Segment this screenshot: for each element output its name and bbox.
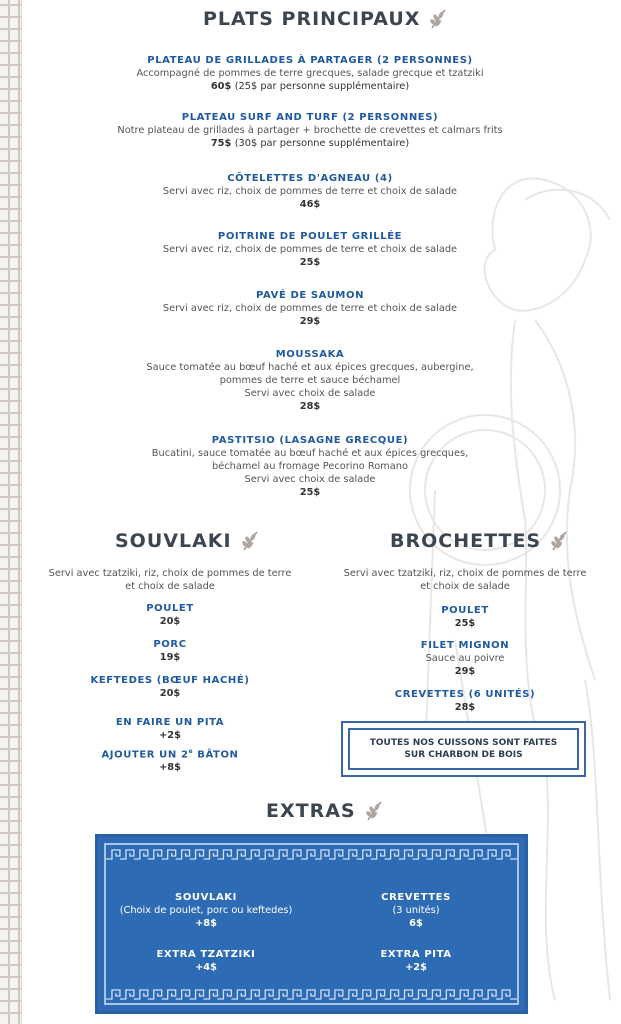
item-description: Accompagné de pommes de terre grecques, salade grecque et tzatziki	[136, 68, 484, 79]
item-name: POULET	[441, 605, 489, 616]
menu-item-pastitsio	[60, 434, 560, 499]
souvlaki-item-porc	[30, 638, 310, 664]
item-description: Servi avec riz, choix de pommes de terre et choix de salade	[162, 303, 458, 314]
item-description: Bucatini, sauce tomatée au bœuf haché et aux épices grecques,	[151, 448, 469, 459]
item-price: 60$	[210, 81, 232, 92]
item-name: MOUSSAKA	[275, 349, 345, 360]
item-description: (Choix de poulet, porc ou keftedes)	[119, 905, 293, 916]
item-description: pommes de terre et sauce béchamel	[219, 375, 401, 386]
menu-item-surf-and-turf	[60, 111, 560, 150]
item-name: POITRINE DE POULET GRILLÉE	[217, 231, 403, 242]
item-description: béchamel au fromage Pecorino Romano	[212, 461, 408, 472]
item-name: CREVETTES	[381, 892, 451, 903]
notice-line: SUR CHARBON DE BOIS	[404, 750, 523, 760]
brochettes-description	[325, 567, 605, 593]
extras-item-tzatziki	[111, 948, 301, 974]
item-name-superscript: e	[188, 748, 194, 755]
charcoal-notice-text	[348, 728, 579, 770]
section-description: Servi avec tzatziki, riz, choix de pommes de terre	[343, 568, 587, 579]
greek-key-border	[0, 0, 22, 1024]
souvlaki-addon-baton	[30, 745, 310, 774]
extras-item-crevettes	[321, 891, 511, 930]
item-name: EXTRA PITA	[380, 949, 452, 960]
greek-key-frame	[104, 843, 519, 1005]
meander-bottom	[106, 987, 517, 1001]
extras-heading	[266, 800, 384, 822]
brochettes-item-crevettes	[325, 688, 605, 714]
menu-item-pave-saumon	[60, 289, 560, 328]
olive-branch-icon	[549, 530, 569, 552]
item-price: 20$	[159, 616, 181, 627]
item-name: POULET	[146, 603, 194, 614]
item-name: KEFTEDES (BŒUF HACHÉ)	[90, 675, 250, 686]
souvlaki-description	[30, 567, 310, 593]
item-name: PLATEAU DE GRILLADES À PARTAGER (2 PERSONNES)	[147, 55, 473, 66]
item-price: 46$	[299, 199, 321, 210]
olive-branch-icon	[364, 800, 384, 822]
item-name: BÂTON	[193, 749, 239, 761]
meander-top	[106, 847, 517, 861]
olive-branch-icon	[240, 530, 260, 552]
plats-principaux-heading	[203, 8, 448, 30]
item-description: Servi avec riz, choix de pommes de terre et choix de salade	[162, 244, 458, 255]
item-description: Sauce au poivre	[425, 653, 505, 664]
brochettes-item-filet-mignon	[325, 639, 605, 678]
item-price: +2$	[159, 730, 181, 741]
item-price: 20$	[159, 688, 181, 699]
extras-item-souvlaki	[111, 891, 301, 930]
charcoal-notice-box	[341, 721, 586, 777]
item-description: Notre plateau de grillades à partager + brochette de crevettes et calmars frits	[117, 125, 503, 136]
brochettes-item-poulet	[325, 604, 605, 630]
item-name: SOUVLAKI	[175, 892, 237, 903]
item-name: PASTITSIO (LASAGNE GRECQUE)	[211, 435, 409, 446]
menu-item-plateau-grillades	[60, 54, 560, 93]
item-price: 25$	[299, 487, 321, 498]
section-description: et choix de salade	[125, 581, 215, 592]
item-name: AJOUTER UN 2	[101, 749, 189, 761]
souvlaki-title-text: SOUVLAKI	[115, 530, 232, 552]
item-description: Sauce tomatée au bœuf haché et aux épices grecques, aubergine,	[146, 362, 474, 373]
section-description: Servi avec tzatziki, riz, choix de pommes de terre	[48, 568, 292, 579]
brochettes-heading	[390, 530, 569, 552]
item-name: EXTRA TZATZIKI	[156, 949, 256, 960]
notice-line: TOUTES NOS CUISSONS SONT FAITES	[369, 738, 558, 748]
item-price-note: (25$ par personne supplémentaire)	[234, 81, 410, 92]
plats-title-text: PLATS PRINCIPAUX	[203, 8, 421, 30]
item-price: +8$	[195, 918, 217, 929]
item-name: PAVÉ DE SAUMON	[255, 290, 365, 301]
item-price: 28$	[454, 702, 476, 713]
item-description: (3 unités)	[392, 905, 440, 916]
item-price: 28$	[299, 401, 321, 412]
item-price-note: (30$ par personne supplémentaire)	[234, 138, 410, 149]
souvlaki-item-keftedes	[30, 674, 310, 700]
extras-panel	[95, 834, 528, 1014]
item-name: PLATEAU SURF AND TURF (2 PERSONNES)	[181, 112, 439, 123]
item-price: 25$	[454, 618, 476, 629]
menu-item-moussaka	[60, 348, 560, 413]
item-price: 29$	[299, 316, 321, 327]
menu-item-cotelettes-agneau	[60, 172, 560, 211]
item-description: Servi avec choix de salade	[244, 474, 376, 485]
item-price: +4$	[195, 962, 217, 973]
item-price: 19$	[159, 652, 181, 663]
souvlaki-heading	[115, 530, 260, 552]
menu-item-poitrine-poulet	[60, 230, 560, 269]
item-description: Servi avec riz, choix de pommes de terre et choix de salade	[162, 186, 458, 197]
item-name: CÔTELETTES D'AGNEAU (4)	[227, 173, 393, 184]
item-price: 6$	[409, 918, 423, 929]
olive-branch-icon	[428, 8, 448, 30]
item-name: EN FAIRE UN PITA	[115, 717, 225, 728]
section-description: et choix de salade	[420, 581, 510, 592]
item-description: Servi avec choix de salade	[244, 388, 376, 399]
brochettes-title-text: BROCHETTES	[390, 530, 542, 552]
souvlaki-item-poulet	[30, 602, 310, 628]
extras-item-pita	[321, 948, 511, 974]
item-price: 75$	[210, 138, 232, 149]
item-name: FILET MIGNON	[420, 640, 510, 651]
item-price: +8$	[159, 762, 181, 774]
item-price: 29$	[454, 666, 476, 677]
souvlaki-addon-pita	[30, 716, 310, 742]
item-price: +2$	[405, 962, 427, 973]
item-name: CREVETTES (6 UNITÉS)	[394, 689, 536, 700]
extras-title-text: EXTRAS	[266, 800, 356, 822]
item-name: PORC	[153, 639, 187, 650]
item-price: 25$	[299, 257, 321, 268]
